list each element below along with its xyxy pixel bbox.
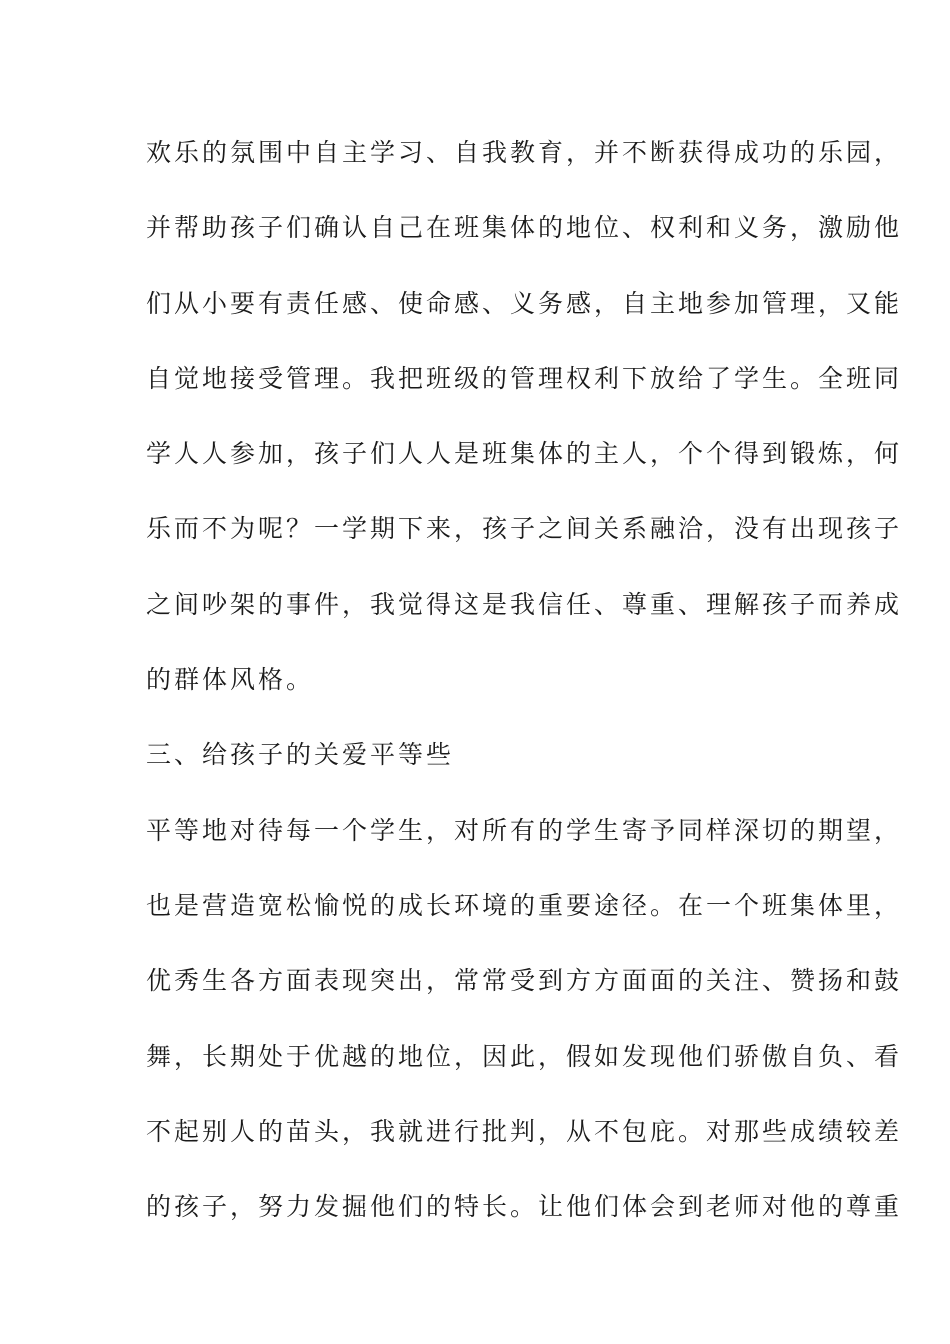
paragraph-line: 不起别人的苗头，我就进行批判，从不包庇。对那些成绩较差: [146, 1116, 903, 1146]
paragraph-line: 的孩子，努力发掘他们的特长。让他们体会到老师对他的尊重: [146, 1192, 903, 1222]
paragraph-line: 自觉地接受管理。我把班级的管理权利下放给了学生。全班同: [146, 363, 903, 393]
paragraph-line: 并帮助孩子们确认自己在班集体的地位、权利和义务，激励他: [146, 213, 903, 243]
paragraph-line: 的群体风格。: [146, 665, 315, 695]
paragraph-line: 平等地对待每一个学生，对所有的学生寄予同样深切的期望，: [146, 815, 903, 845]
paragraph-line: 欢乐的氛围中自主学习、自我教育，并不断获得成功的乐园，: [146, 138, 903, 167]
paragraph-line: 乐而不为呢？一学期下来，孩子之间关系融洽，没有出现孩子: [146, 514, 903, 544]
paragraph-line: 们从小要有责任感、使命感、义务感，自主地参加管理，又能: [146, 288, 903, 318]
paragraph-line: 之间吵架的事件，我觉得这是我信任、尊重、理解孩子而养成: [146, 589, 903, 619]
paragraph-line: 也是营造宽松愉悦的成长环境的重要途径。在一个班集体里，: [146, 890, 903, 920]
body-text: [146, 126, 903, 1255]
paragraph-line: 优秀生各方面表现突出，常常受到方方面面的关注、赞扬和鼓: [146, 966, 903, 996]
section-heading: 三、给孩子的关爱平等些: [146, 740, 455, 770]
paragraph-line: 学人人参加，孩子们人人是班集体的主人，个个得到锻炼，何: [146, 439, 903, 469]
paragraph-line: 舞，长期处于优越的地位，因此，假如发现他们骄傲自负、看: [146, 1041, 903, 1071]
